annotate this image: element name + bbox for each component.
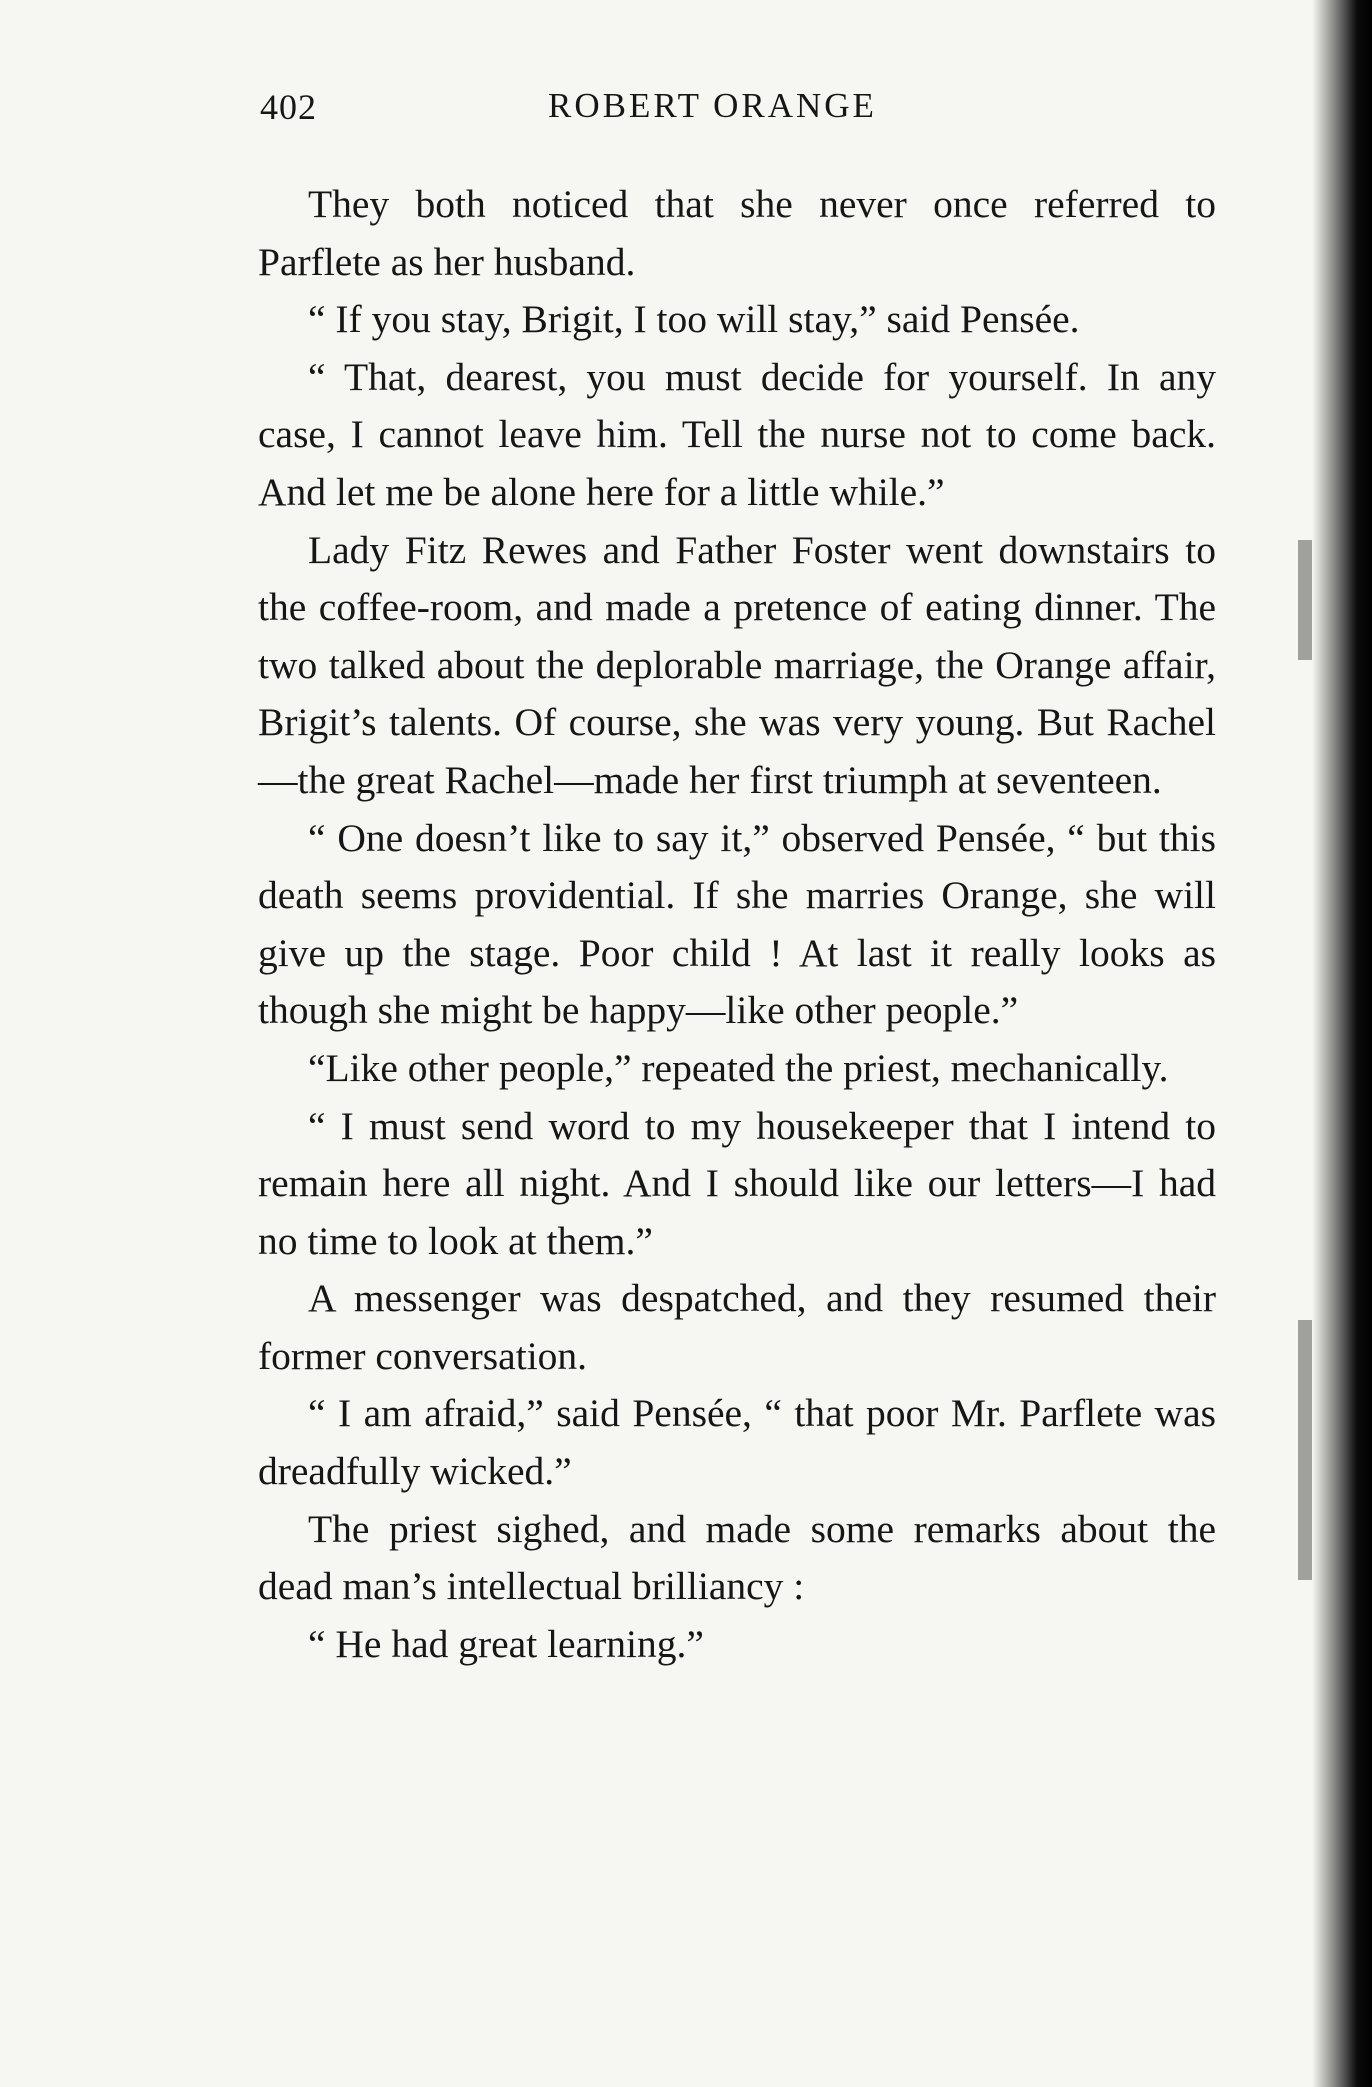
running-head (256, 80, 1218, 136)
paragraph: “ He had great learning.” (308, 1621, 704, 1666)
gutter-scan-mark (1298, 540, 1312, 660)
page-number: 402 (260, 87, 317, 127)
paragraph: “ I must send word to my housekeeper that I intend to remain here all night. And I should like our letters—I had no time to look at them.” (258, 1103, 1216, 1263)
paragraph: “ That, dearest, you must decide for yourself. In any case, I cannot leave him. Tell the nurse not to come back. And let me be alone here for a little while.” (258, 354, 1216, 514)
paragraph: “ If you stay, Brigit, I too will stay,” said Pensée. (308, 297, 1080, 342)
paragraph: “ I am afraid,” said Pensée, “ that poor Mr. Parflete was dreadfully wicked.” (258, 1391, 1216, 1494)
gutter-scan-mark (1298, 1320, 1312, 1580)
paragraph: They both noticed that she never once referred to Parflete as her husband. (258, 182, 1216, 284)
paragraph: “Like other people,” repeated the priest, mechanically. (308, 1045, 1169, 1090)
paragraph: A messenger was despatched, and they resumed their former conversation. (258, 1276, 1216, 1378)
body-text (258, 176, 1216, 1673)
binding-gutter-shadow (1312, 0, 1372, 2087)
running-title: ROBERT ORANGE (548, 86, 877, 125)
paragraph: Lady Fitz Rewes and Father Foster went downstairs to the coffee-room, and made a pretence of eating dinner. The two talked about the deplorable marriage, the Orange affair, Brigit’s talents. Of course, she was very young. But Rachel—the great Rachel—made her first triumph at seventeen. (258, 527, 1216, 802)
paragraph: The priest sighed, and made some remarks about the dead man’s intellectual brilliancy : (258, 1506, 1216, 1609)
paragraph: “ One doesn’t like to say it,” observed Pensée, “ but this death seems providential. If she marries Orange, she will give up the stage. Poor child ! At last it really looks as though she might be happy—like other people.” (258, 815, 1216, 1033)
